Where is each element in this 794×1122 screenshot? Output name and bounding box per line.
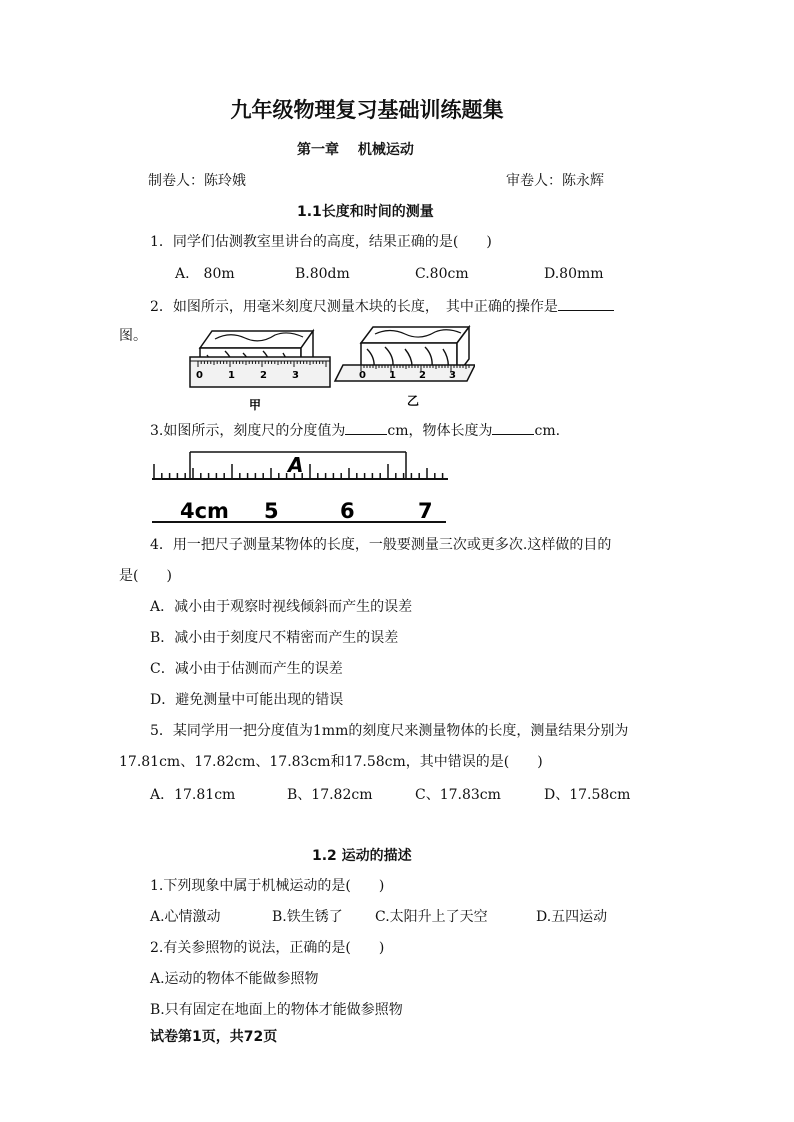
tick-label: 0 bbox=[359, 370, 366, 381]
answer-blank bbox=[558, 296, 614, 311]
option-b: B、17.82cm bbox=[287, 787, 373, 803]
option-d: D．避免测量中可能出现的错误 bbox=[150, 692, 344, 708]
ruler-figure-object-a bbox=[150, 448, 452, 526]
option-d: D.80mm bbox=[544, 266, 604, 282]
figure-label-jia: 甲 bbox=[249, 398, 262, 412]
ruler-label-4cm: 4cm bbox=[180, 499, 229, 523]
chapter-heading: 第一章 机械运动 bbox=[297, 142, 414, 158]
question-1-3 bbox=[150, 420, 560, 441]
tick-label: 3 bbox=[292, 370, 299, 381]
section-heading-1-2: 1.2 运动的描述 bbox=[312, 848, 412, 864]
question-1-3-part-b: cm，物体长度为 bbox=[387, 423, 493, 439]
tick-label: 3 bbox=[449, 370, 456, 381]
option-a: A．17.81cm bbox=[150, 787, 236, 803]
option-b: B.80dm bbox=[295, 266, 350, 282]
tick-label: 2 bbox=[260, 370, 267, 381]
tick-label: 0 bbox=[196, 370, 203, 381]
section-heading-1-1: 1.1长度和时间的测量 bbox=[297, 204, 434, 220]
page-footer: 试卷第1页，共72页 bbox=[150, 1029, 278, 1045]
option-a: A.运动的物体不能做参照物 bbox=[150, 971, 319, 987]
figure-label-yi: 乙 bbox=[407, 394, 420, 408]
answer-blank bbox=[345, 420, 387, 435]
option-c: C.太阳升上了天空 bbox=[375, 909, 488, 925]
option-a: A. 80m bbox=[175, 266, 235, 282]
question-1-2-stem: 2．如图所示，用毫米刻度尺测量木块的长度， 其中正确的操作是 bbox=[150, 299, 558, 315]
option-c: C.80cm bbox=[415, 266, 469, 282]
tick-label: 2 bbox=[419, 370, 426, 381]
option-d: D、17.58cm bbox=[544, 787, 631, 803]
option-b: B.铁生锈了 bbox=[272, 909, 343, 925]
option-b: B.只有固定在地面上的物体才能做参照物 bbox=[150, 1002, 403, 1018]
ruler-label-5: 5 bbox=[264, 499, 279, 523]
question-1-3-part-c: cm. bbox=[534, 423, 561, 439]
option-d: D.五四运动 bbox=[536, 909, 608, 925]
ruler-figure-jia-yi bbox=[185, 325, 475, 415]
option-b: B．减小由于刻度尺不精密而产生的误差 bbox=[150, 630, 399, 646]
question-2-1: 1.下列现象中属于机械运动的是( ) bbox=[150, 878, 385, 894]
object-label-a: A bbox=[288, 453, 304, 477]
ruler-label-6: 6 bbox=[340, 499, 355, 523]
question-1-2-cont: 图。 bbox=[119, 328, 147, 344]
option-c: C．减小由于估测而产生的误差 bbox=[150, 661, 343, 677]
figure-jia bbox=[190, 331, 330, 412]
page-title: 九年级物理复习基础训练题集 bbox=[230, 97, 504, 122]
ruler-label-7: 7 bbox=[418, 499, 433, 523]
answer-blank bbox=[492, 420, 534, 435]
question-1-3-part-a: 3.如图所示，刻度尺的分度值为 bbox=[150, 423, 346, 439]
tick-label: 1 bbox=[228, 370, 235, 381]
reviewer-label: 审卷人：陈永辉 bbox=[506, 173, 604, 189]
question-2-2: 2.有关参照物的说法，正确的是( ) bbox=[150, 940, 385, 956]
question-1-1: 1．同学们估测教室里讲台的高度，结果正确的是( ) bbox=[150, 234, 492, 250]
question-1-5-cont: 17.81cm、17.82cm、17.83cm和17.58cm，其中错误的是( ) bbox=[119, 754, 543, 770]
maker-label: 制卷人：陈玲娥 bbox=[148, 173, 246, 189]
tick-label: 1 bbox=[389, 370, 396, 381]
question-1-5: 5．某同学用一把分度值为1mm的刻度尺来测量物体的长度，测量结果分别为 bbox=[150, 723, 629, 739]
option-a: A．减小由于观察时视线倾斜而产生的误差 bbox=[150, 599, 413, 615]
question-1-2 bbox=[150, 296, 614, 317]
option-c: C、17.83cm bbox=[415, 787, 501, 803]
question-1-4-cont: 是( ) bbox=[119, 568, 172, 584]
option-a: A.心情激动 bbox=[150, 909, 221, 925]
figure-yi bbox=[335, 327, 475, 408]
question-1-4: 4．用一把尺子测量某物体的长度，一般要测量三次或更多次.这样做的目的 bbox=[150, 537, 612, 553]
